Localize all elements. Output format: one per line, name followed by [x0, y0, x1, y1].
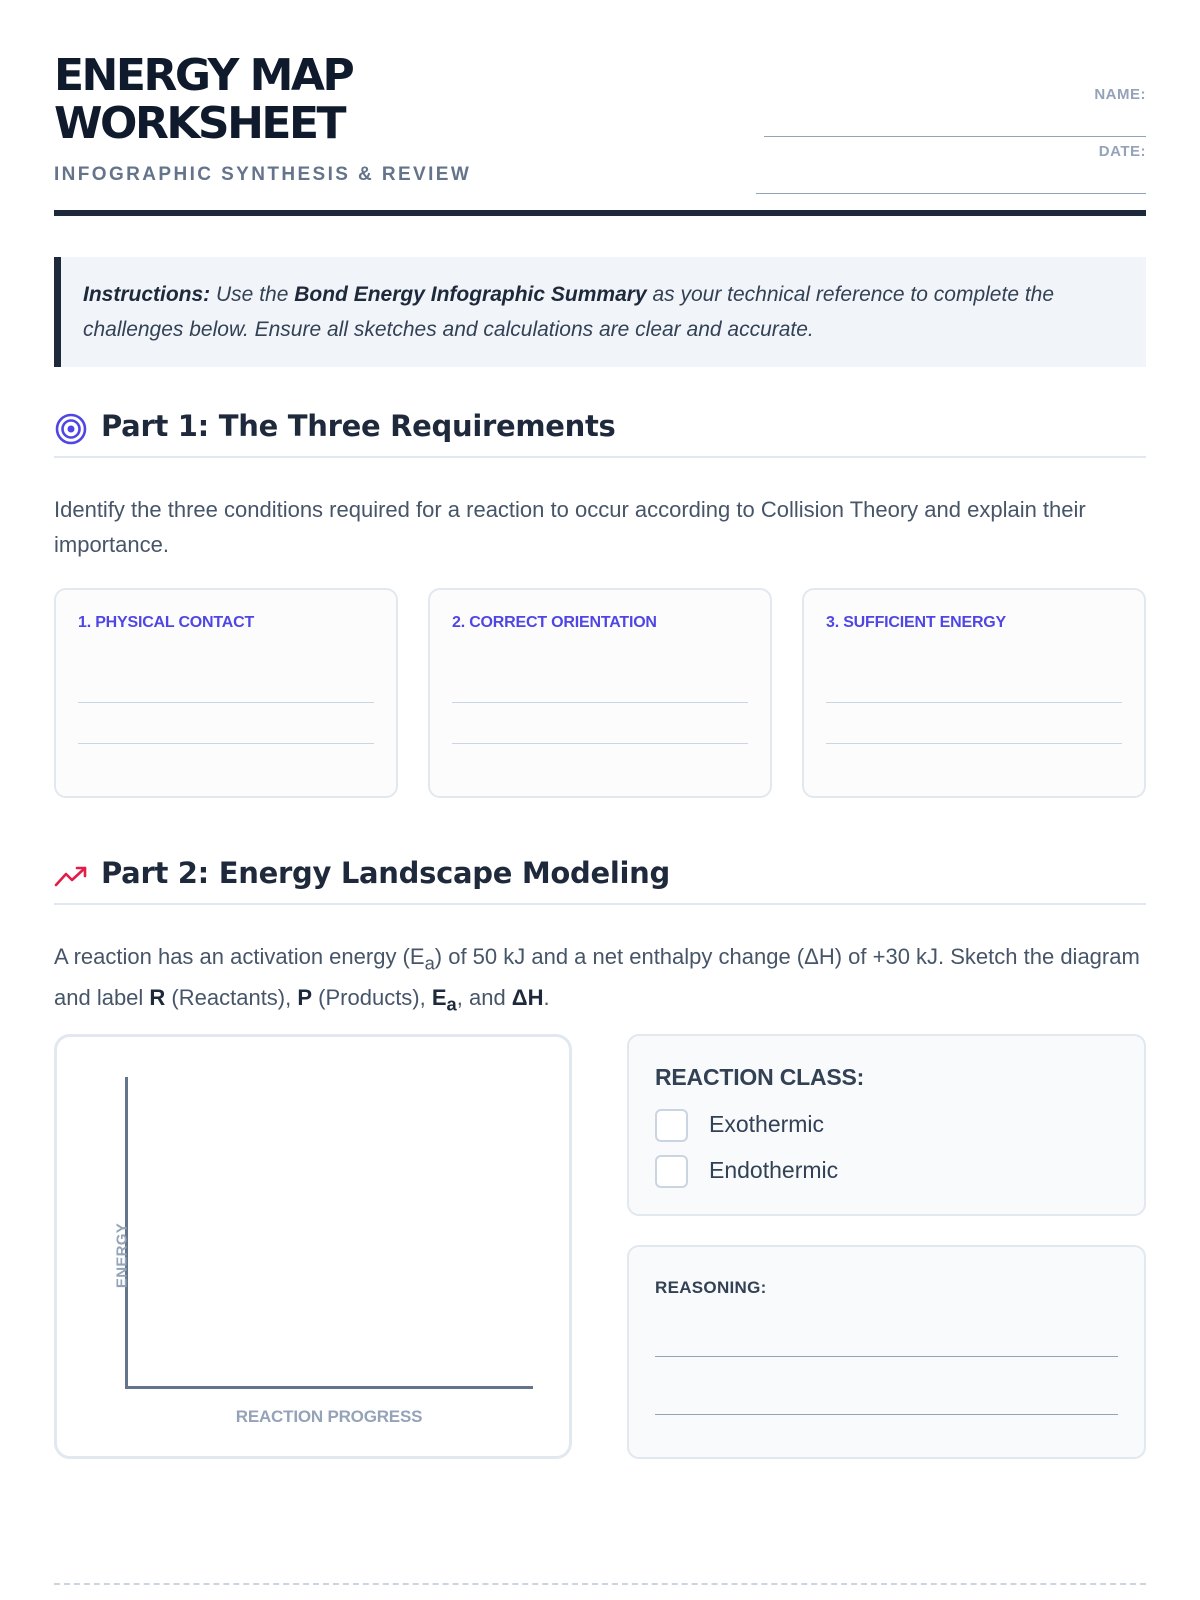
instructions-lead: Instructions: — [83, 283, 211, 306]
prompt-Ea-letter: E — [431, 985, 447, 1011]
prompt-text: . — [543, 985, 550, 1011]
part2-title: Part 2: Energy Landscape Modeling — [101, 856, 670, 890]
student-info — [756, 80, 1146, 194]
exothermic-checkbox[interactable] — [655, 1109, 688, 1142]
answer-line[interactable] — [826, 743, 1122, 744]
part1-header — [54, 404, 1146, 458]
requirement-card[interactable] — [802, 588, 1146, 798]
x-axis — [125, 1386, 533, 1389]
reasoning-line[interactable] — [655, 1356, 1118, 1357]
exothermic-label: Exothermic — [709, 1111, 825, 1137]
sketch-area[interactable] — [54, 1034, 572, 1459]
answer-line[interactable] — [452, 743, 748, 744]
instructions-text-before: Use the — [216, 283, 289, 306]
requirement-card[interactable] — [54, 588, 398, 798]
date-row — [756, 137, 1146, 194]
target-icon — [54, 412, 88, 446]
prompt-R: R — [149, 985, 166, 1011]
trending-up-icon — [54, 859, 88, 893]
endothermic-checkbox[interactable] — [655, 1155, 688, 1188]
worksheet-page — [54, 0, 1146, 1600]
title-line-2: WORKSHEET — [54, 98, 345, 149]
answer-line[interactable] — [78, 743, 374, 744]
header-divider — [54, 210, 1146, 216]
requirements-cards — [54, 588, 1146, 798]
cut-line — [54, 1583, 1146, 1585]
requirement-label: 1. PHYSICAL CONTACT — [78, 614, 255, 631]
name-label: NAME: — [1094, 86, 1146, 103]
name-row — [756, 80, 1146, 137]
prompt-subscript: a — [424, 952, 435, 974]
date-label: DATE: — [1098, 143, 1146, 160]
instructions-text-after: as your technical reference to complete the challenges below. Ensure all sketches and calculations are clear and accurate. — [83, 283, 1055, 341]
reasoning-box — [627, 1245, 1146, 1459]
reaction-class-box — [627, 1034, 1146, 1216]
worksheet-subtitle: INFOGRAPHIC SYNTHESIS & REVIEW — [54, 164, 472, 185]
prompt-text: ) of 50 kJ and a net enthalpy change (ΔH) of +30 kJ. Sketch the diagram and label — [54, 944, 1140, 1011]
requirement-label: 2. CORRECT ORIENTATION — [452, 614, 657, 631]
reasoning-title: REASONING: — [655, 1278, 767, 1297]
part2-header — [54, 851, 1146, 905]
prompt-text: , and — [456, 985, 512, 1011]
prompt-Ea-subscript: a — [446, 993, 457, 1015]
endothermic-label: Endothermic — [709, 1157, 839, 1183]
worksheet-header — [54, 52, 1146, 220]
x-axis-label: REACTION PROGRESS — [235, 1407, 423, 1426]
prompt-dH: ΔH — [511, 985, 544, 1011]
reasoning-line[interactable] — [655, 1414, 1118, 1415]
part1-prompt: Identify the three conditions required for a reaction to occur according to Collision Theory and explain their importance. — [54, 497, 1086, 557]
prompt-P: P — [297, 985, 313, 1011]
prompt-text: (Reactants), — [165, 985, 298, 1011]
answer-line[interactable] — [78, 702, 374, 703]
prompt-text: A reaction has an activation energy (E — [54, 944, 425, 969]
y-axis-label: ENERGY — [113, 1222, 131, 1289]
instructions-reference: Bond Energy Infographic Summary — [294, 283, 647, 306]
requirement-label: 3. SUFFICIENT ENERGY — [826, 614, 1007, 631]
prompt-text: (Products), — [312, 985, 432, 1011]
requirement-card[interactable] — [428, 588, 772, 798]
part2-prompt — [54, 939, 1146, 1022]
title-line-1: ENERGY MAP — [54, 50, 353, 101]
date-field[interactable] — [756, 193, 1146, 194]
prompt-Ea — [431, 985, 457, 1015]
answer-line[interactable] — [826, 702, 1122, 703]
answer-line[interactable] — [452, 702, 748, 703]
instructions-box — [54, 257, 1146, 367]
part1-title: Part 1: The Three Requirements — [101, 409, 616, 443]
reaction-class-title: REACTION CLASS: — [655, 1064, 865, 1090]
